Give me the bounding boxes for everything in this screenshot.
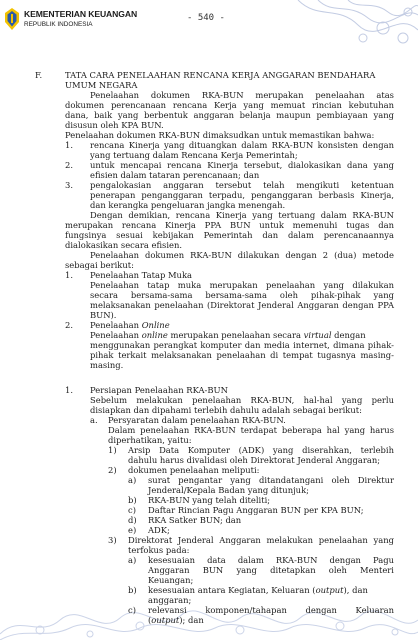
paragraph-line: secara bersama-sama bersama-sama oleh pihak-pihak yang	[90, 290, 394, 300]
list-number: 1.	[65, 385, 73, 395]
list-number: 1.	[65, 270, 73, 280]
list-item: RKA-BUN yang telah diteliti;	[148, 495, 271, 505]
list-number: 3.	[65, 180, 73, 190]
paragraph-line: Sebelum melakukan penelaahan RKA-BUN, hal-hal yang perlu	[90, 395, 394, 405]
list-number: 1.	[65, 140, 73, 150]
list-number: 2.	[65, 160, 73, 170]
paragraph-line: Penelaahan tatap muka merupakan penelaahan yang dilakukan	[90, 280, 394, 290]
paragraph-line: diperhatikan, yaitu:	[108, 435, 192, 445]
paragraph-line: masing.	[90, 360, 124, 370]
list-item: yang tertuang dalam Rencana Kerja Pemerintah;	[90, 150, 298, 160]
section-title-cont: UMUM NEGARA	[65, 80, 138, 90]
list-item: (output); dan	[148, 615, 204, 625]
list-number: 2)	[108, 465, 117, 475]
subsection-title: Persiapan Penelaahan RKA-BUN	[90, 385, 228, 395]
paragraph-line: Dalam penelaahan RKA-BUN terdapat beberapa hal yang harus	[108, 425, 394, 435]
paragraph-line: dialokasikan secara efisien.	[65, 240, 183, 250]
paragraph-line: sebagai berikut:	[65, 260, 134, 270]
page-number: - 540 -	[187, 13, 225, 23]
paragraph-line: disiapkan dan dipahami terlebih dahulu adalah sebagai berikut:	[90, 405, 362, 415]
list-item: relevansi komponen/tahapan dengan Keluaran	[148, 605, 394, 615]
ministry-name: KEMENTERIAN KEUANGAN	[24, 9, 138, 19]
list-item: anggaran;	[148, 595, 192, 605]
method-title: Penelaahan Online	[90, 320, 170, 330]
list-item: Anggaran BUN yang ditetapkan oleh Menteri	[148, 565, 394, 575]
list-letter: b)	[128, 495, 137, 505]
list-number: 2.	[65, 320, 73, 330]
batik-ornament-top	[288, 0, 418, 48]
list-number: 1)	[108, 445, 117, 455]
subsection-item: Persyaratan dalam penelaahan RKA-BUN.	[108, 415, 286, 425]
list-item: kesesuaian antara Kegiatan, Keluaran (output), dan	[148, 585, 368, 595]
list-item: dahulu harus divalidasi oleh Direktorat Jenderal Anggaran;	[128, 455, 381, 465]
paragraph-line: Penelaahan online merupakan penelaahan secara virtual dengan	[90, 330, 366, 340]
list-number: 3)	[108, 535, 117, 545]
list-item: Daftar Rincian Pagu Anggaran BUN per KPA BUN;	[148, 505, 364, 515]
list-letter: c)	[128, 505, 136, 515]
list-item: efisien dalam tataran perencanaan; dan	[90, 170, 260, 180]
paragraph-line: menggunakan perangkat komputer dan media internet, dimana pihak-	[90, 340, 394, 350]
list-letter: e)	[128, 525, 137, 535]
list-item: penerapan penganggaran terpadu, penganggaran berbasis Kinerja,	[90, 190, 394, 200]
paragraph-line: Penelaahan dokumen RKA-BUN dimaksudkan untuk memastikan bahwa:	[65, 130, 375, 140]
list-item: dokumen penelaahan meliputi:	[128, 465, 260, 475]
list-letter: a)	[128, 475, 137, 485]
list-item: ADK;	[148, 525, 170, 535]
paragraph-line: fungsinya sesuai kebijakan Pemerintah dan dalam perencanaannya	[65, 230, 394, 240]
paragraph-line: merupakan rencana Kinerja PPA BUN untuk memenuhi tugas dan	[65, 220, 394, 230]
page-header	[0, 0, 418, 44]
section-letter: F.	[35, 70, 43, 80]
paragraph-line: dokumen perencanaan rencana Kerja yang memuat rincian kebutuhan	[65, 100, 394, 110]
list-item: pengalokasian anggaran tersebut telah mengikuti ketentuan	[90, 180, 394, 190]
list-item: kesesuaian data dalam RKA-BUN dengan Pagu	[148, 555, 394, 565]
list-letter: d)	[128, 515, 137, 525]
list-item: Keuangan;	[148, 575, 194, 585]
list-letter: c)	[128, 605, 136, 615]
paragraph-line: melaksanakan penelaahan (Direktorat Jenderal Anggaran dengan PPA	[90, 300, 394, 310]
list-letter: a)	[128, 555, 137, 565]
method-title: Penelaahan Tatap Muka	[90, 270, 193, 280]
list-letter: a.	[90, 415, 98, 425]
list-item: Arsip Data Komputer (ADK) yang diserahkan, terlebih	[128, 445, 394, 455]
section-title: TATA CARA PENELAAHAN RENCANA KERJA ANGGARAN BENDAHARA	[65, 70, 376, 80]
paragraph-line: disusun oleh KPA BUN.	[65, 120, 164, 130]
list-item: RKA Satker BUN; dan	[148, 515, 242, 525]
paragraph-line: dana, baik yang berbentuk anggaran belanja maupun pembiayaan yang	[65, 110, 394, 120]
paragraph-line: pihak terkait melaksanakan penelaahan di tempat tugasnya masing-	[90, 350, 394, 360]
list-item: untuk mencapai rencana Kinerja tersebut, dialokasikan dana yang	[90, 160, 394, 170]
paragraph-line: Penelaahan dokumen RKA-BUN merupakan penelaahan atas	[90, 90, 394, 100]
list-letter: b)	[128, 585, 137, 595]
paragraph-line: Penelaahan dokumen RKA-BUN dilakukan dengan 2 (dua) metode	[90, 250, 394, 260]
paragraph-line: BUN).	[90, 310, 117, 320]
republic-name: REPUBLIK INDONESIA	[24, 21, 93, 28]
paragraph-line: Dengan demikian, rencana Kinerja yang tertuang dalam RKA-BUN	[90, 210, 394, 220]
ministry-emblem-icon	[4, 8, 20, 30]
list-item: dan kerangka pengeluaran jangka menengah.	[90, 200, 286, 210]
list-item: Jenderal/Kepala Badan yang ditunjuk;	[148, 485, 309, 495]
list-item: Direktorat Jenderal Anggaran melakukan penelaahan yang	[128, 535, 394, 545]
list-item: surat pengantar yang ditandatangani oleh Direktur	[148, 475, 394, 485]
list-item: terfokus pada:	[128, 545, 190, 555]
list-item: rencana Kinerja yang dituangkan dalam RKA-BUN konsisten dengan	[90, 140, 394, 150]
